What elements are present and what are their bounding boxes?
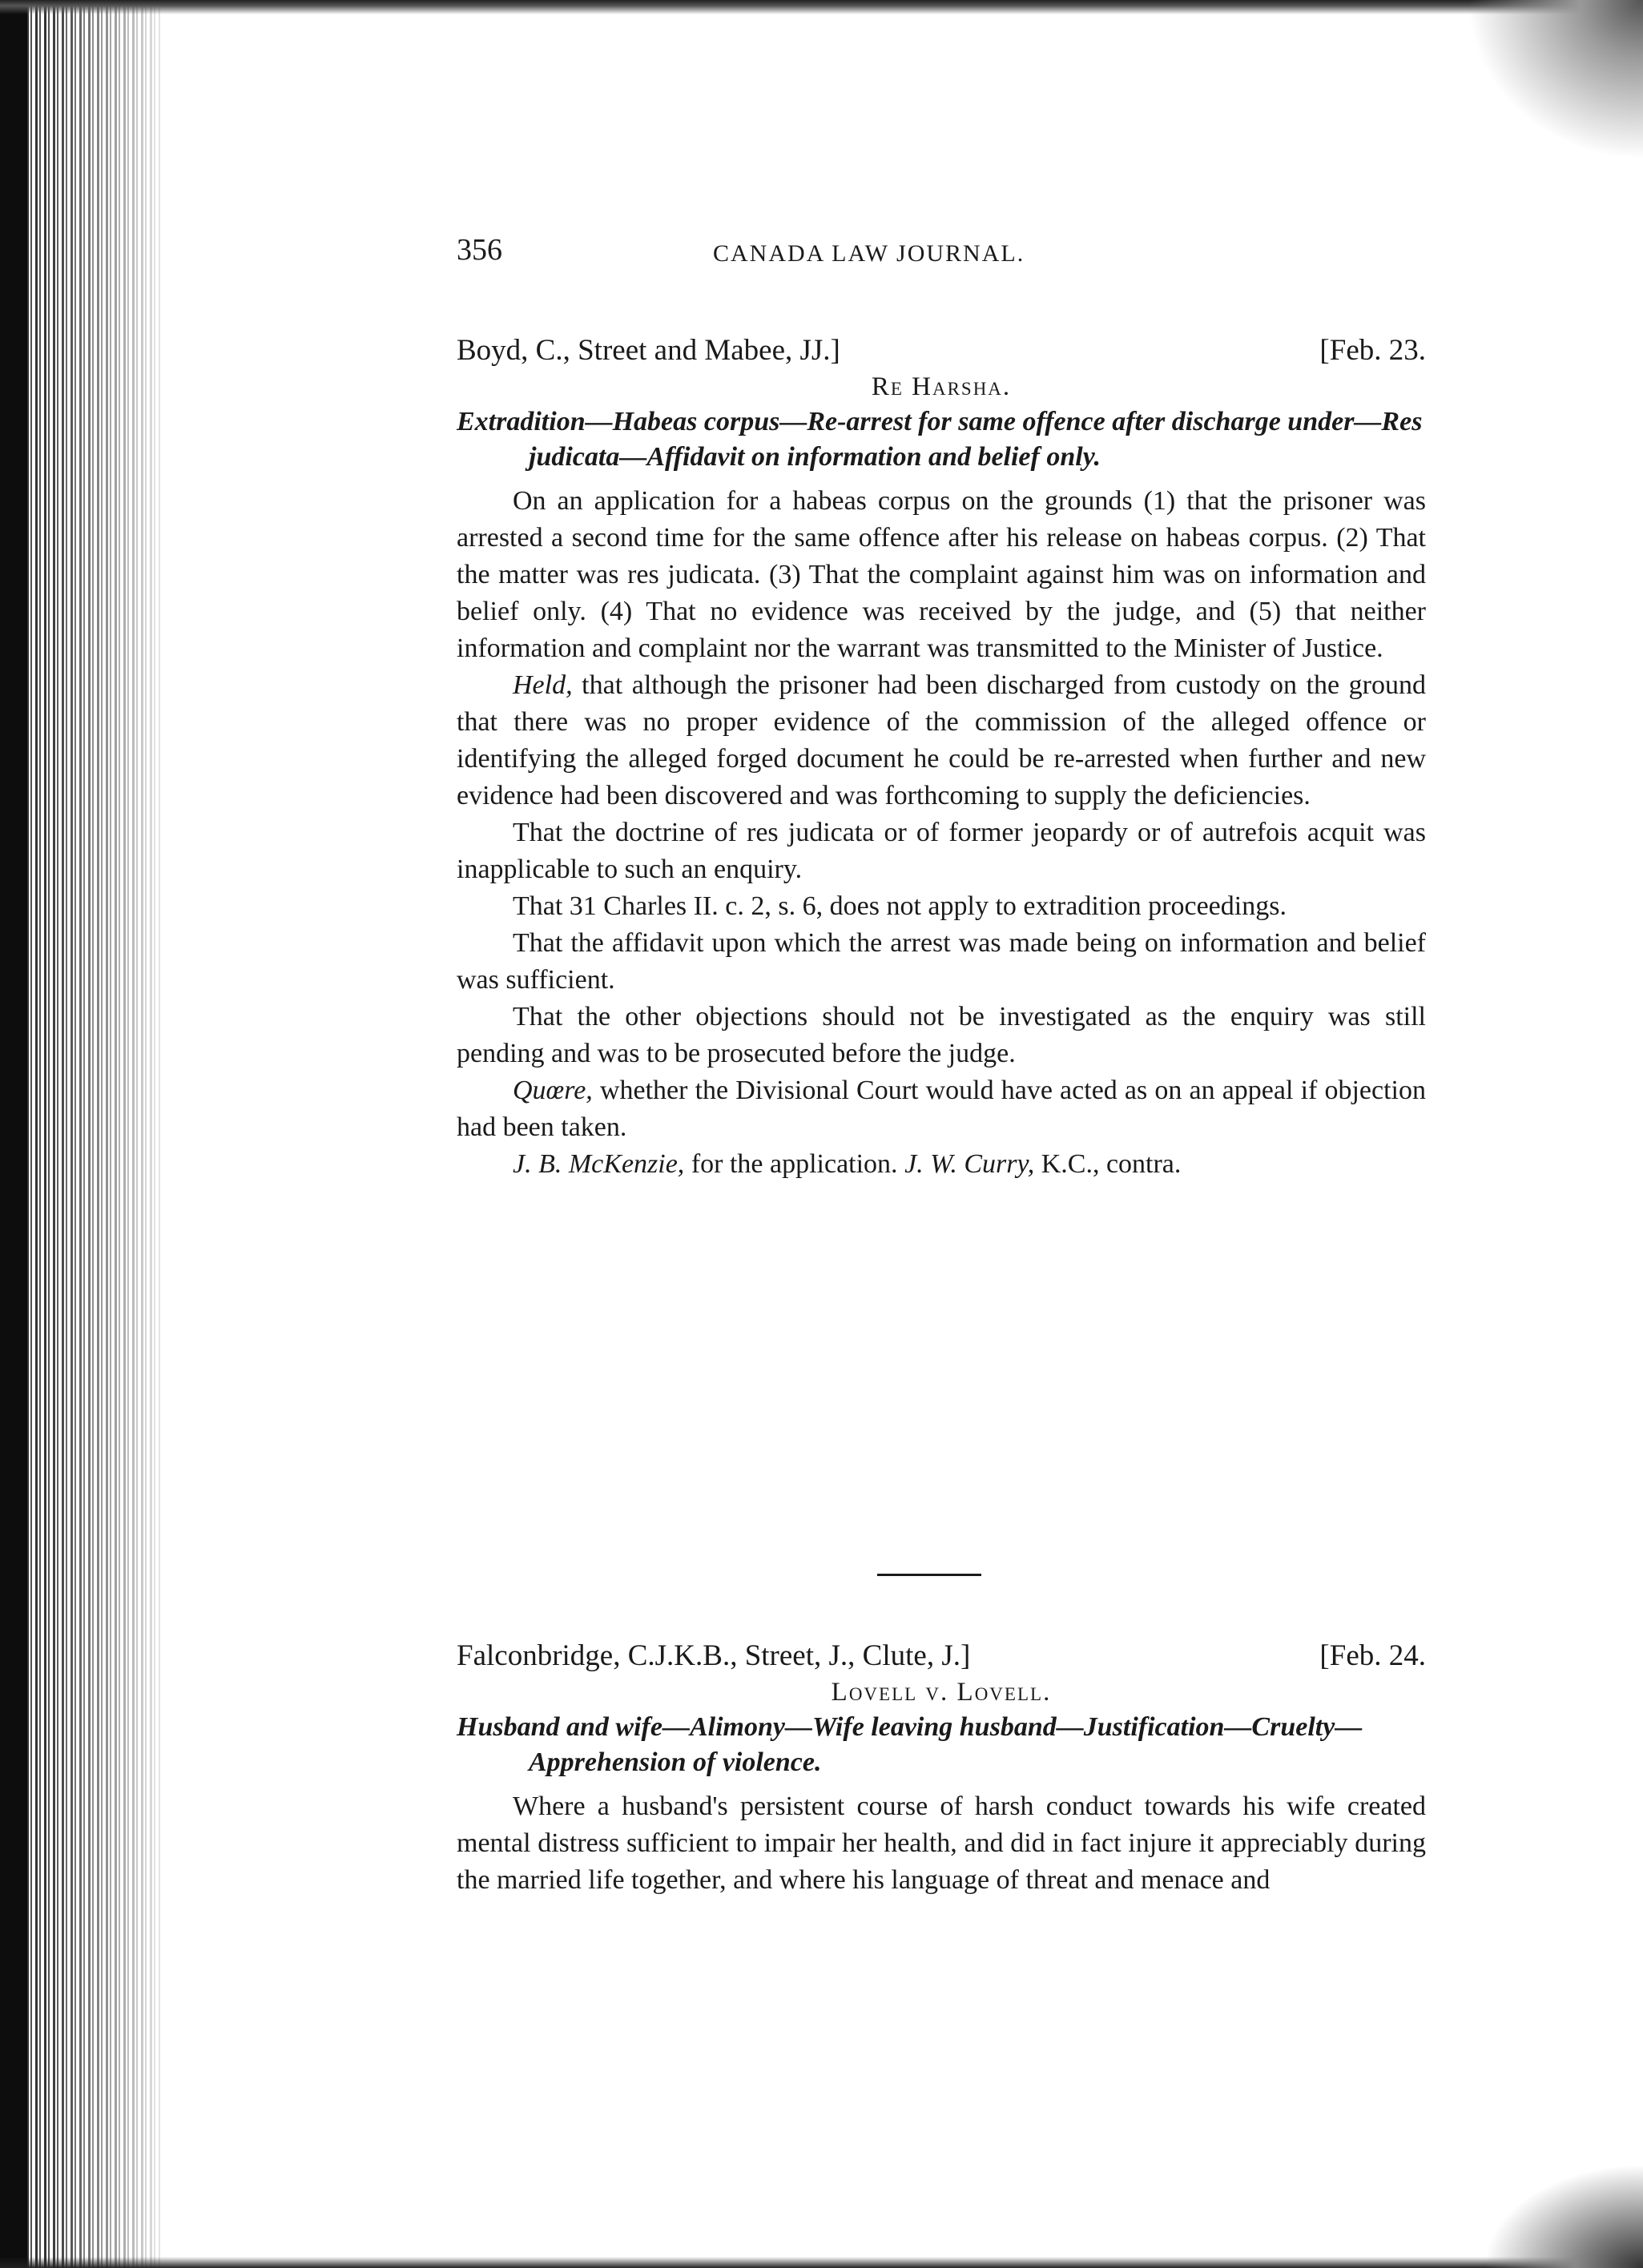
paragraph-charles: That 31 Charles II. c. 2, s. 6, does not apply to extradition proceedings. <box>513 891 1287 921</box>
paragraph-grounds: On an application for a habeas corpus on the grounds (1) that the prisoner was arrested a second time for the same offence after his release on habeas corpus. (2) That the matter was res judicata. (3) That the complaint against him was on information and belief only. (4) That no evidence was received by the judge, and (5) that neither information and complaint nor the warrant was transmitted to the Minister of Justice. <box>457 486 1426 663</box>
quaere-text: whether the Divisional Court would have acted as on an appeal if objection had been taken. <box>457 1076 1426 1142</box>
paragraph-quaere <box>457 1072 1426 1146</box>
bench-judges: Boyd, C., Street and Mabee, JJ.] <box>457 334 840 367</box>
scan-corner-top-right <box>1467 0 1643 160</box>
quaere-label: Quœre, <box>513 1076 593 1105</box>
counsel-applicant: J. B. McKenzie, <box>513 1149 685 1179</box>
paragraph-facts: Where a husband's persistent course of harsh conduct towards his wife created mental distress sufficient to impair her health, and did in fact injure it appreciably during the married life together, and where his language of threat and menace and <box>457 1791 1426 1895</box>
running-head <box>457 232 1426 280</box>
counsel-respondent: J. W. Curry, <box>904 1149 1035 1179</box>
scan-edge-bottom <box>0 2257 1643 2268</box>
journal-page <box>457 232 1426 1895</box>
decision-date: [Feb. 23. <box>1319 334 1426 367</box>
counsel-line <box>457 1146 1426 1183</box>
paragraph-res-judicata: That the doctrine of res judicata or of former jeopardy or of autrefois acquit was inapplicable to such an enquiry. <box>457 818 1426 884</box>
journal-title: CANADA LAW JOURNAL. <box>713 240 1025 267</box>
case-name: Lovell v. Lovell. <box>831 1678 1052 1707</box>
counsel-respondent-role: K.C., contra. <box>1041 1149 1182 1179</box>
bench-judges: Falconbridge, C.J.K.B., Street, J., Clute, J.] <box>457 1639 971 1672</box>
held-text: that although the prisoner had been discharged from custody on the ground that there was no proper evidence of the commission of the alleged offence or identifying the alleged forged document he could be re-arrested when further and new evidence had been discovered and was forthcoming to supply the deficiencies. <box>457 670 1426 810</box>
bench-line <box>457 332 1426 369</box>
scan-binding-shadow <box>0 0 27 2268</box>
scan-edge-top <box>0 0 1643 14</box>
headnote: Husband and wife—Alimony—Wife leaving husband—Justification—Cruelty—Apprehension of violence. <box>457 1712 1363 1777</box>
bench-line <box>457 1638 1426 1675</box>
case-divider <box>877 1574 981 1576</box>
case-lovell-v-lovell <box>457 1638 1426 1899</box>
page-number: 356 <box>457 233 502 267</box>
paragraph-held <box>457 667 1426 814</box>
case-name: Re Harsha. <box>871 372 1012 401</box>
scan-edge-left-fade <box>48 0 176 2268</box>
paragraph-affidavit: That the affidavit upon which the arrest was made being on information and belief was sufficient. <box>457 928 1426 995</box>
decision-date: [Feb. 24. <box>1319 1639 1426 1672</box>
scan-corner-bottom-right <box>1483 2164 1643 2268</box>
held-label: Held, <box>513 670 573 700</box>
case-re-harsha <box>457 332 1426 1183</box>
counsel-applicant-role: for the application. <box>691 1149 898 1179</box>
paragraph-other-objections: That the other objections should not be investigated as the enquiry was still pending and was to be prosecuted before the judge. <box>457 1002 1426 1068</box>
headnote: Extradition—Habeas corpus—Re-arrest for same offence after discharge under—Res judicata—Affidavit on information and belief only. <box>457 407 1423 472</box>
